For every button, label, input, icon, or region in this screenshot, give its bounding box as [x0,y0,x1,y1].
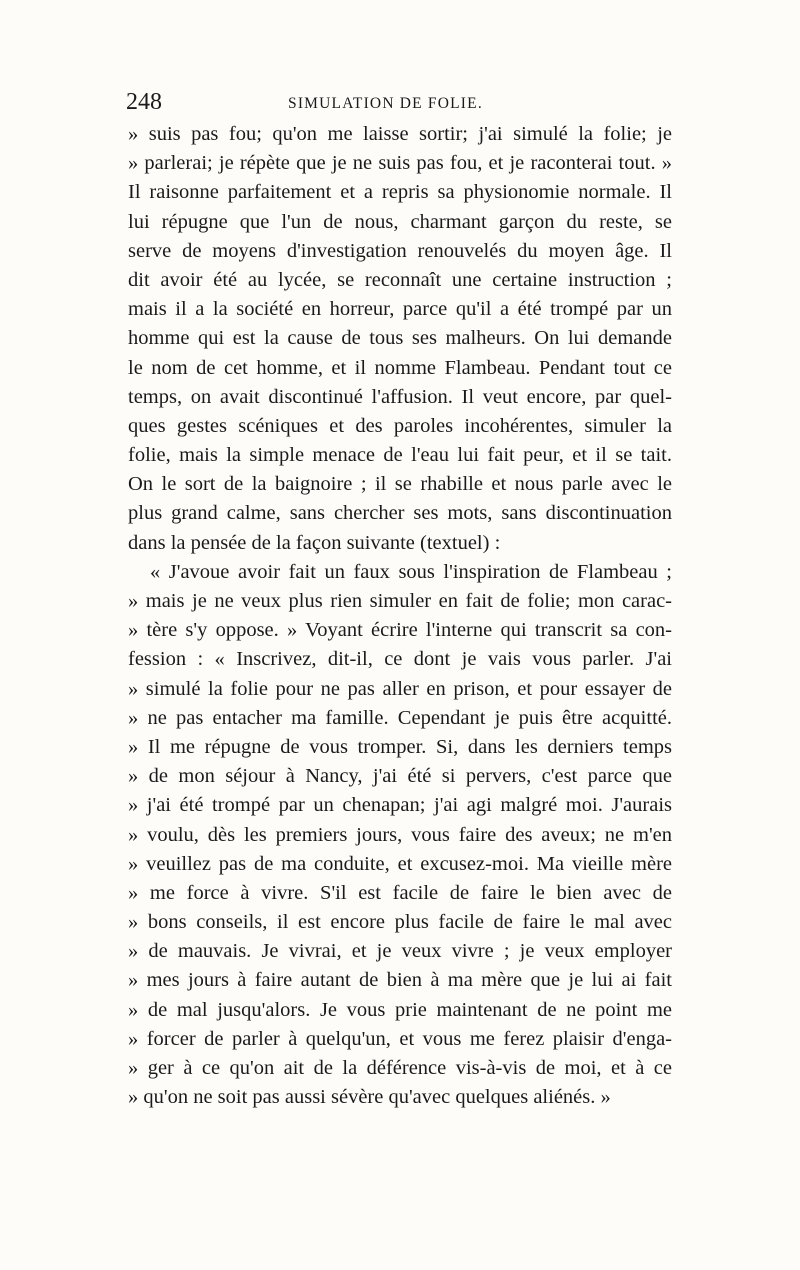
running-head: SIMULATION DE FOLIE. [288,95,483,112]
text-line: folie, mais la simple menace de l'eau lui fait peur, et il se tait. [128,444,672,467]
text-line: » tère s'y oppose. » Voyant écrire l'interne qui transcrit sa con- [128,619,672,642]
text-line: » mais je ne veux plus rien simuler en fait de folie; mon carac- [128,590,672,612]
text-line: » veuillez pas de ma conduite, et excusez-moi. Ma vieille mère [128,852,672,875]
text-line: fession : « Inscrivez, dit-il, ce dont je vais vous parler. J'ai [128,648,672,671]
page-number: 248 [126,89,162,115]
text-line: dit avoir été au lycée, se reconnaît une certaine instruction ; [128,268,672,291]
text-line: ques gestes scéniques et des paroles incohérentes, simuler la [128,414,672,437]
text-line: homme qui est la cause de tous ses malheurs. On lui demande [128,327,672,350]
text-line: plus grand calme, sans chercher ses mots, sans discontinuation [128,502,672,525]
text-line: » voulu, dès les premiers jours, vous faire des aveux; ne m'en [128,823,672,846]
text-line: « J'avoue avoir fait un faux sous l'inspiration de Flambeau ; [150,560,672,583]
text-line: » de mal jusqu'alors. Je vous prie maintenant de ne point me [128,998,672,1021]
text-line: le nom de cet homme, et il nomme Flambeau. Pendant tout ce [128,356,672,379]
text-line: » ger à ce qu'on ait de la déférence vis-à-vis de moi, et à ce [128,1057,672,1079]
text-line: » j'ai été trompé par un chenapan; j'ai agi malgré moi. J'aurais [128,794,672,817]
text-line: » forcer de parler à quelqu'un, et vous me ferez plaisir d'enga- [128,1027,672,1050]
text-line: » bons conseils, il est encore plus facile de faire le mal avec [128,911,672,934]
text-line: On le sort de la baignoire ; il se rhabille et nous parle avec le [128,473,672,496]
text-line: » suis pas fou; qu'on me laisse sortir; j'ai simulé la folie; je [128,123,672,145]
text-line: mais il a la société en horreur, parce qu'il a été trompé par un [128,298,672,321]
body-text [128,120,672,1112]
text-line: temps, on avait discontinué l'affusion. Il veut encore, par quel- [128,385,672,408]
text-line: Il raisonne parfaitement et a repris sa physionomie normale. Il [128,181,672,204]
text-line: lui répugne que l'un de nous, charmant garçon du reste, se [128,210,672,233]
text-line: » qu'on ne soit pas aussi sévère qu'avec quelques aliénés. » [128,1086,611,1109]
page-header [128,90,672,120]
text-line: » de mon séjour à Nancy, j'ai été si pervers, c'est parce que [128,765,672,788]
text-line: » Il me répugne de vous tromper. Si, dans les derniers temps [128,735,672,758]
text-line: serve de moyens d'investigation renouvelés du moyen âge. Il [128,239,672,262]
book-page [128,90,672,1112]
text-line: dans la pensée de la façon suivante (textuel) : [128,531,501,554]
text-line: » me force à vivre. S'il est facile de faire le bien avec de [128,881,672,904]
text-line: » de mauvais. Je vivrai, et je veux vivre ; je veux employer [128,940,672,963]
text-line: » ne pas entacher ma famille. Cependant je puis être acquitté. [128,706,672,729]
text-line: » mes jours à faire autant de bien à ma mère que je lui ai fait [128,969,672,992]
text-line: » simulé la folie pour ne pas aller en prison, et pour essayer de [128,677,672,700]
text-line: » parlerai; je répète que je ne suis pas fou, et je raconterai tout. » [128,152,672,175]
